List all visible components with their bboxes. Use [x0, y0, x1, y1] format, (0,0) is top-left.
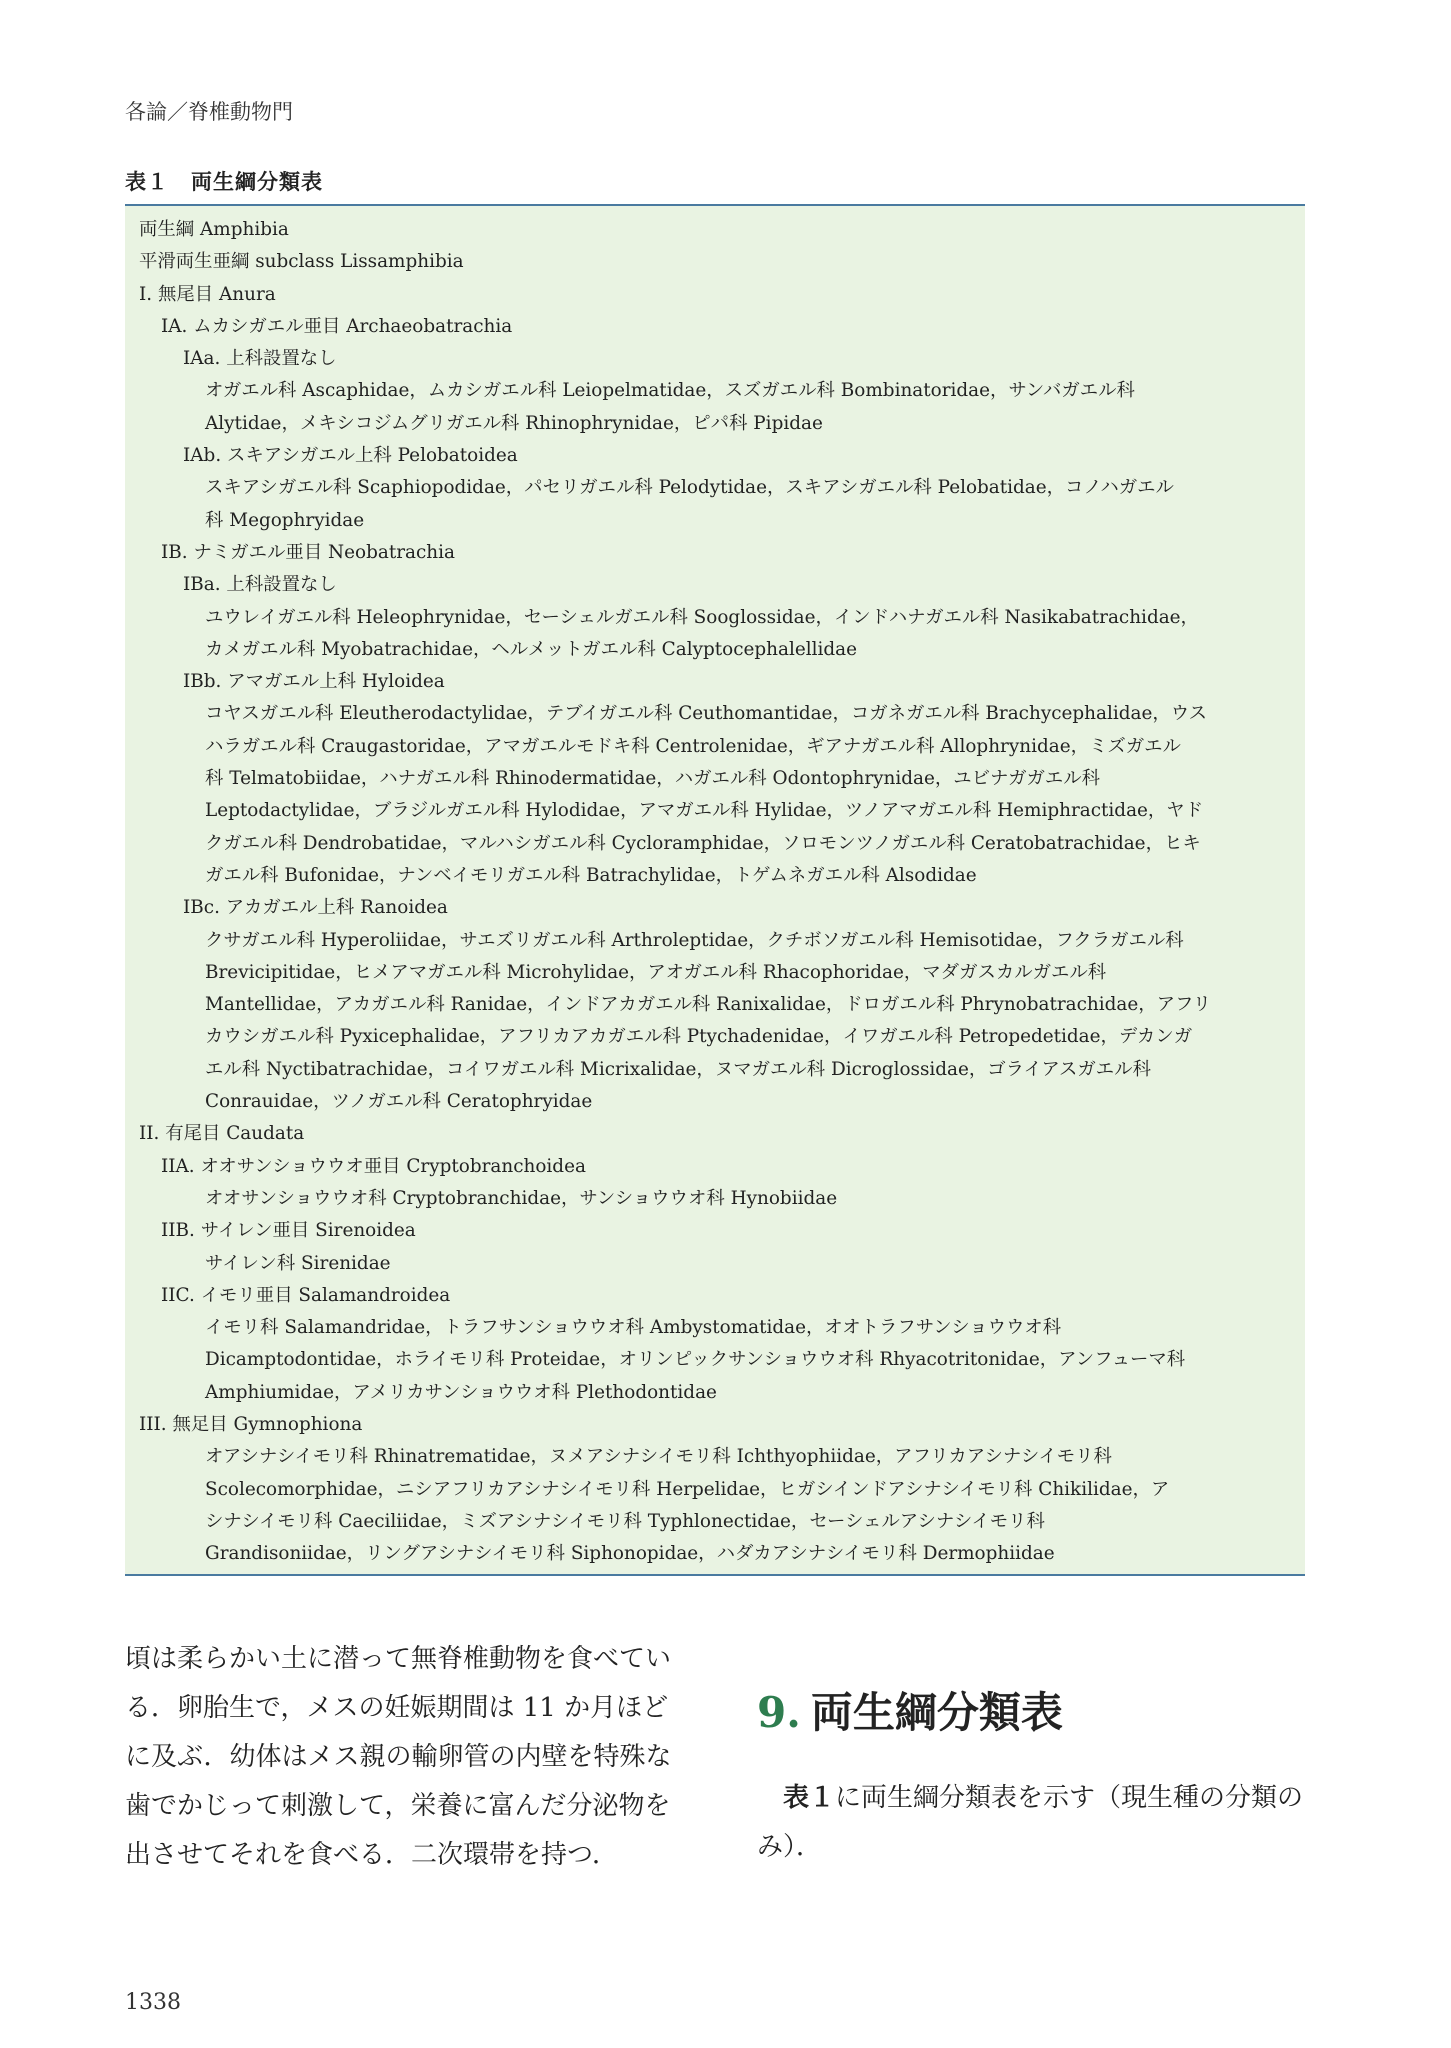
right-body-line: [757, 1774, 1303, 1823]
table-line: Dicamptodontidae，ホライモリ科 Proteidae，オリンピックサンショウウオ科 Rhyacotritonidae，アンフューマ科: [205, 1349, 1186, 1371]
table-line: シナシイモリ科 Caeciliidae，ミズアシナシイモリ科 Typhlonectidae，セーシェルアシナシイモリ科: [205, 1510, 1045, 1532]
running-head: 各論／脊椎動物門: [125, 100, 293, 124]
table-line: IAb. スキアシガエル上科 Pelobatoidea: [183, 445, 518, 467]
table-line: オガエル科 Ascaphidae，ムカシガエル科 Leiopelmatidae，スズガエル科 Bombinatoridae，サンバガエル科: [205, 380, 1135, 402]
left-body-line: 歯でかじって刺激して，栄養に富んだ分泌物を: [125, 1791, 671, 1821]
table-line: オオサンショウウオ科 Cryptobranchidae，サンショウウオ科 Hynobiidae: [205, 1187, 838, 1209]
section-heading: [757, 1680, 1063, 1740]
left-column-text: [125, 1635, 672, 1880]
table-caption: 表１ 両生綱分類表: [125, 170, 323, 194]
table-line: サイレン科 Sirenidae: [205, 1252, 391, 1274]
right-column-text: [757, 1774, 1303, 1872]
table-line: ハラガエル科 Craugastoridae，アマガエルモドキ科 Centrolenidae，ギアナガエル科 Allophrynidae，ミズガエル: [205, 735, 1181, 757]
table-line: IIA. オオサンショウウオ亜目 Cryptobranchoidea: [161, 1155, 586, 1177]
table-line: Mantellidae，アカガエル科 Ranidae，インドアカガエル科 Ranixalidae，ドロガエル科 Phrynobatrachidae，アフリ: [205, 994, 1212, 1016]
table-line: IAa. 上科設置なし: [183, 348, 337, 370]
table-line: Scolecomorphidae，ニシアフリカアシナシイモリ科 Herpelidae，ヒガシインドアシナシイモリ科 Chikilidae，ア: [205, 1478, 1170, 1500]
table-line: Brevicipitidae，ヒメアマガエル科 Microhylidae，アオガエル科 Rhacophoridae，マダガスカルガエル科: [205, 961, 1107, 983]
left-body-line: る．卵胎生で，メスの妊娠期間は 11 か月ほど: [125, 1693, 669, 1723]
table-line: スキアシガエル科 Scaphiopodidae，パセリガエル科 Pelodytidae，スキアシガエル科 Pelobatidae，コノハガエル: [205, 477, 1174, 499]
table-line: IIC. イモリ亜目 Salamandroidea: [161, 1284, 451, 1306]
left-body-line: 頃は柔らかい土に潜って無脊椎動物を食べてい: [125, 1644, 672, 1674]
table-line: IA. ムカシガエル亜目 Archaeobatrachia: [161, 315, 513, 337]
table-line: 科 Megophryidae: [205, 509, 365, 531]
table-line: I. 無尾目 Anura: [139, 283, 276, 305]
table-line: Alytidae，メキシコジムグリガエル科 Rhinophrynidae，ピパ科 Pipidae: [205, 412, 823, 434]
table-line: 平滑両生亜綱 subclass Lissamphibia: [139, 251, 464, 273]
table-line: エル科 Nyctibatrachidae，コイワガエル科 Micrixalidae，ヌマガエル科 Dicroglossidae，ゴライアスガエル科: [205, 1058, 1151, 1080]
table-line: 科 Telmatobiidae，ハナガエル科 Rhinodermatidae，ハガエル科 Odontophrynidae，ユビナガガエル科: [205, 768, 1101, 790]
table-line: Leptodactylidae，ブラジルガエル科 Hylodidae，アマガエル科 Hylidae，ツノアマガエル科 Hemiphractidae，ヤド: [205, 800, 1204, 822]
table-line: ガエル科 Bufonidae，ナンベイモリガエル科 Batrachylidae，トゲムネガエル科 Alsodidae: [205, 864, 977, 886]
table-line: IBc. アカガエル上科 Ranoidea: [183, 897, 448, 919]
table-line: ユウレイガエル科 Heleophrynidae，セーシェルガエル科 Sooglossidae，インドハナガエル科 Nasikabatrachidae，: [205, 606, 1199, 628]
table-line: IIB. サイレン亜目 Sirenoidea: [161, 1220, 416, 1242]
left-body-line: 出させてそれを食べる．二次環帯を持つ．: [125, 1840, 618, 1870]
classification-table: [125, 204, 1305, 1576]
table-line: クサガエル科 Hyperoliidae，サエズリガエル科 Arthroleptidae，クチボソガエル科 Hemisotidae，フクラガエル科: [205, 929, 1184, 951]
table-line: 両生綱 Amphibia: [139, 219, 289, 240]
table-line: Amphiumidae，アメリカサンショウウオ科 Plethodontidae: [205, 1381, 717, 1403]
table-line: Conrauidae，ツノガエル科 Ceratophryidae: [205, 1091, 593, 1113]
table-reference: 表１: [783, 1783, 836, 1813]
section-title: 両生綱分類表: [810, 1688, 1063, 1737]
table-line: II. 有尾目 Caudata: [139, 1123, 305, 1145]
table-line: IB. ナミガエル亜目 Neobatrachia: [161, 541, 455, 563]
table-line: オアシナシイモリ科 Rhinatrematidae，ヌメアシナシイモリ科 Ichthyophiidae，アフリカアシナシイモリ科: [205, 1446, 1112, 1468]
table-line: カウシガエル科 Pyxicephalidae，アフリカアカガエル科 Ptychadenidae，イワガエル科 Petropedetidae，デカンガ: [205, 1026, 1193, 1048]
left-body-line: に及ぶ．幼体はメス親の輸卵管の内壁を特殊な: [125, 1742, 672, 1772]
table-line: コヤスガエル科 Eleutherodactylidae，テブイガエル科 Ceuthomantidae，コガネガエル科 Brachycephalidae，ウス: [205, 703, 1207, 725]
right-body-line: み）．: [757, 1832, 823, 1862]
table-line: III. 無足目 Gymnophiona: [139, 1413, 363, 1435]
right-body-line1-rest: に両生綱分類表を示す（現生種の分類の: [835, 1783, 1304, 1813]
section-number: 9.: [757, 1688, 801, 1737]
table-line: クガエル科 Dendrobatidae，マルハシガエル科 Cycloramphidae，ソロモンツノガエル科 Ceratobatrachidae，ヒキ: [205, 832, 1201, 854]
table-line: カメガエル科 Myobatrachidae，ヘルメットガエル科 Calyptocephalellidae: [205, 638, 857, 660]
table-line: イモリ科 Salamandridae，トラフサンショウウオ科 Ambystomatidae，オオトラフサンショウウオ科: [205, 1317, 1062, 1339]
table-line: IBb. アマガエル上科 Hyloidea: [183, 671, 445, 693]
page-number: 1338: [125, 1990, 181, 2015]
table-line: IBa. 上科設置なし: [183, 574, 337, 596]
table-line: Grandisoniidae，リングアシナシイモリ科 Siphonopidae，ハダカアシナシイモリ科 Dermophiidae: [205, 1543, 1055, 1565]
